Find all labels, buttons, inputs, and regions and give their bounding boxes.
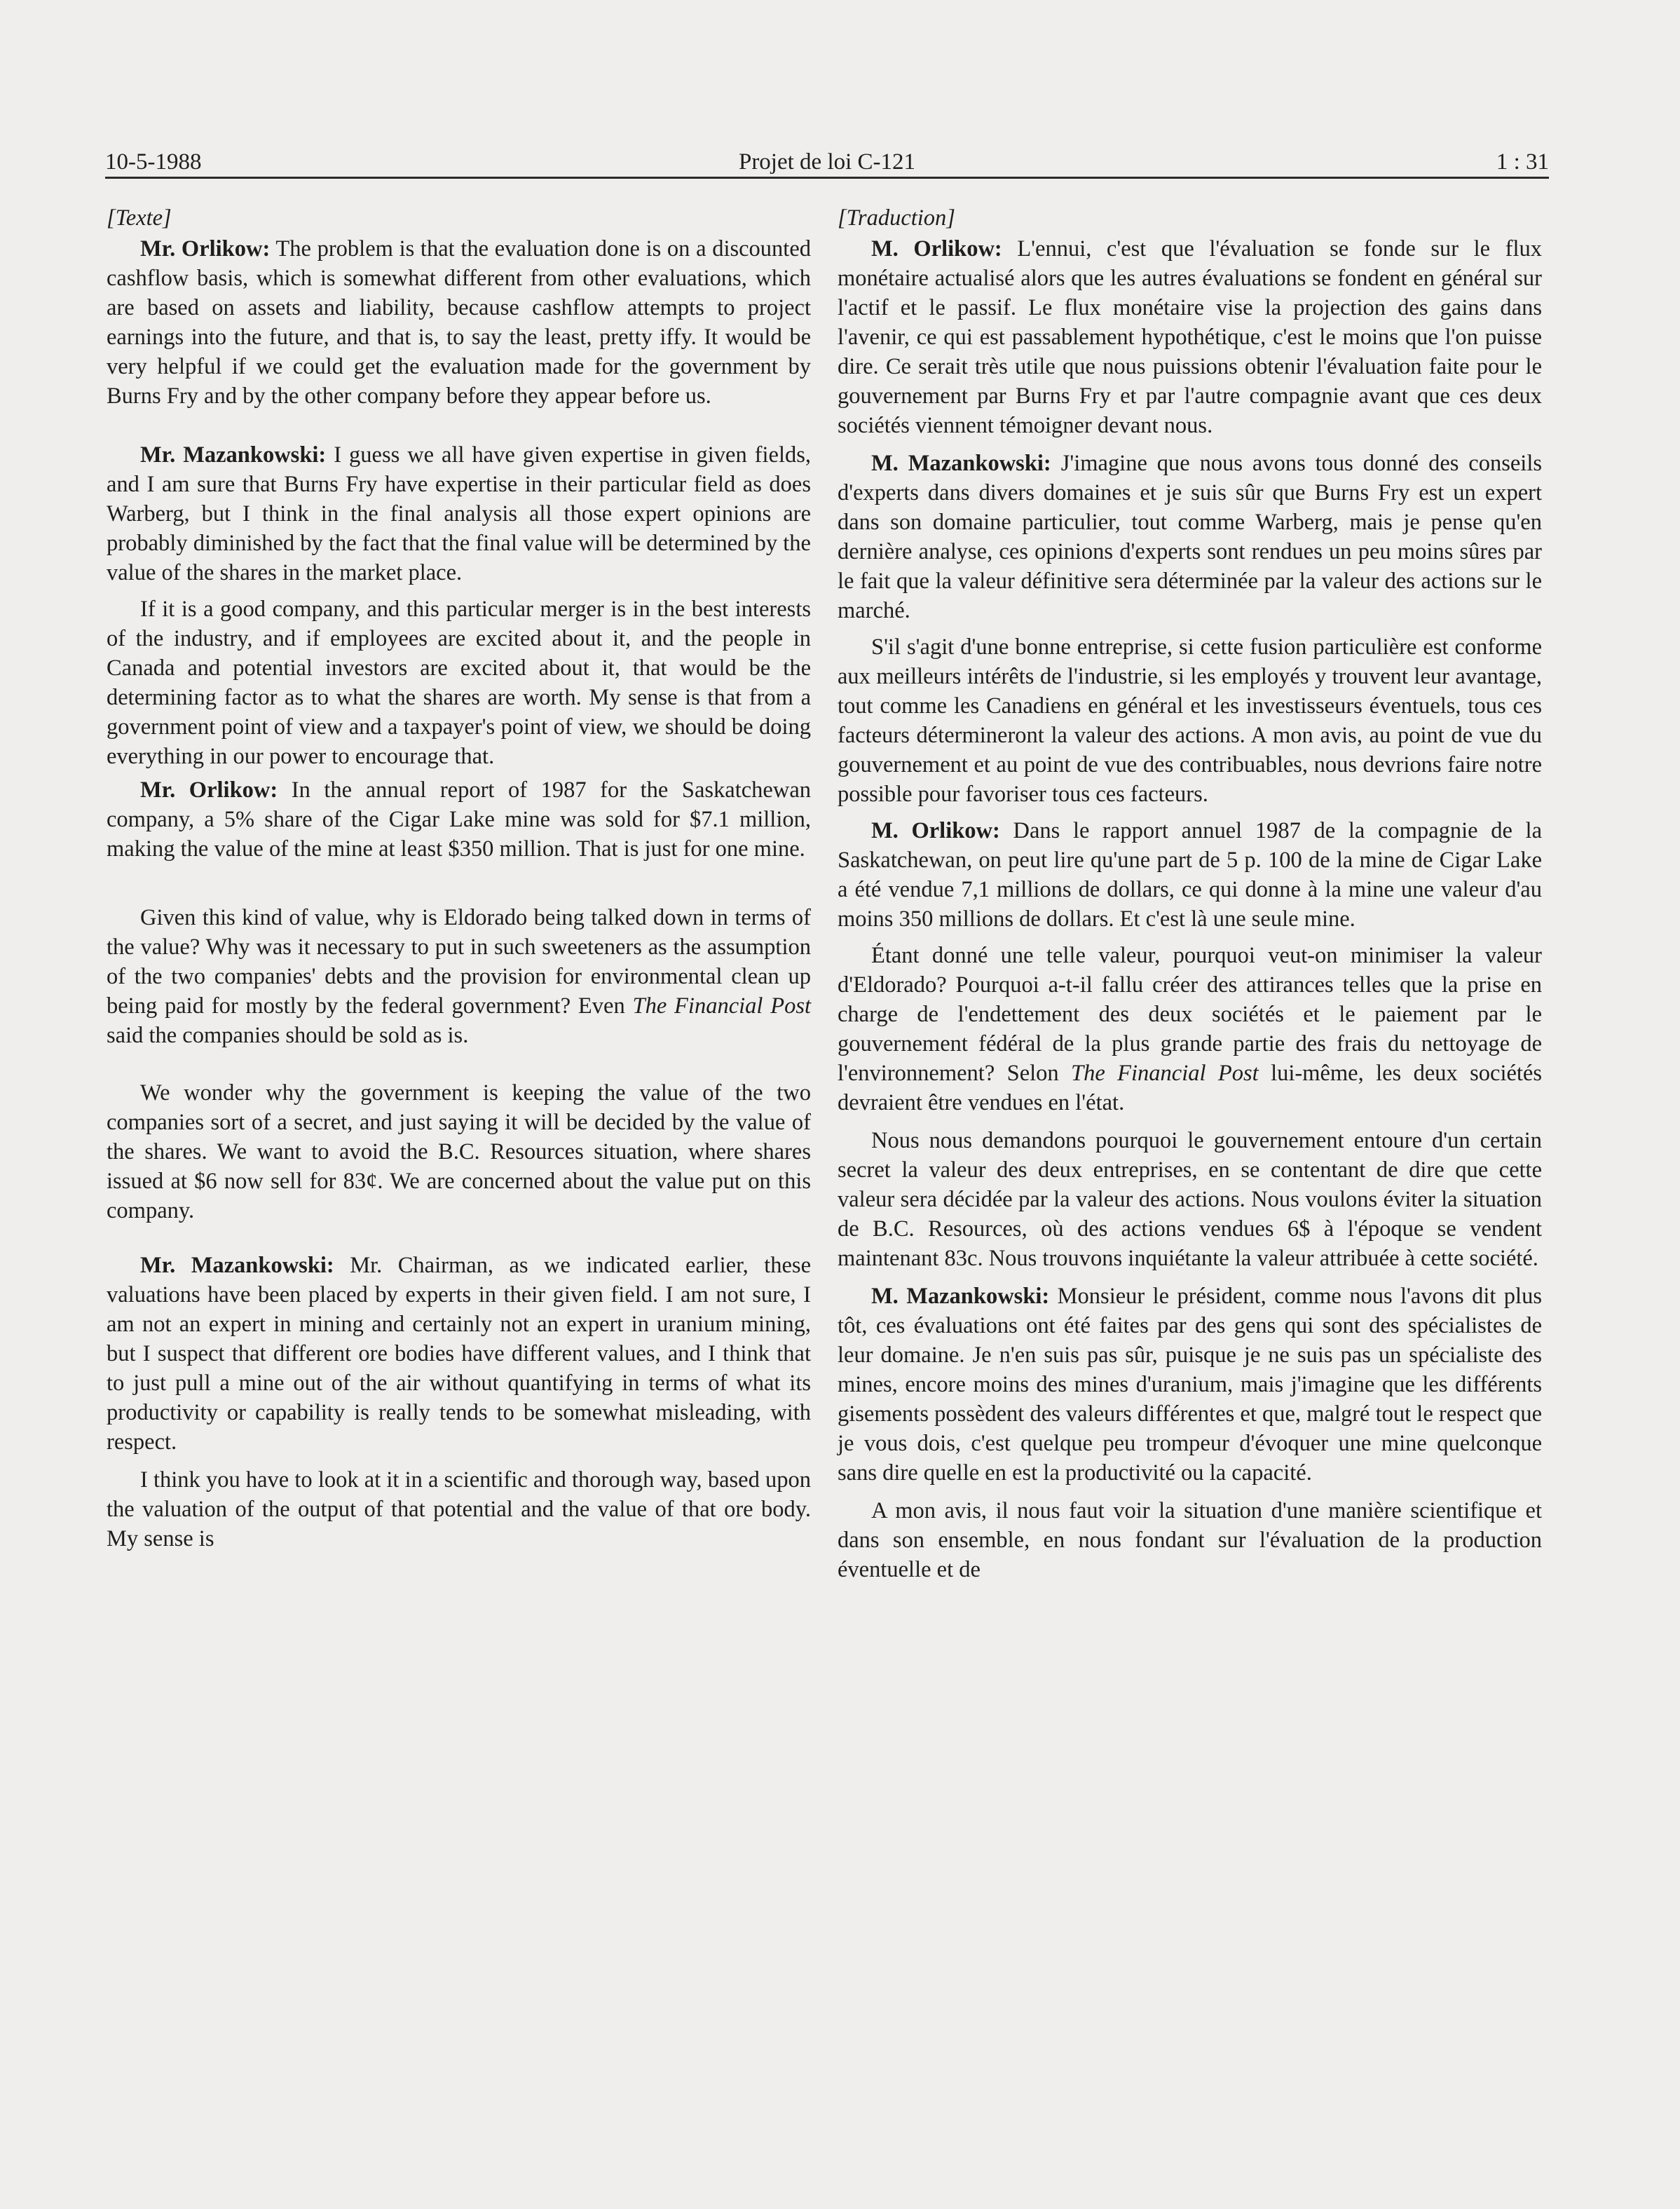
paragraph [107,903,811,1050]
header-page-number: 1 : 31 [1496,149,1549,175]
paragraph [107,1251,811,1457]
paragraph [107,234,811,411]
paragraph: If it is a good company, and this particular merger is in the best interests of the industry, and if employees are excited about it, and the people in Canada and potential investors are excited about it, that would be the determining factor as to what the shares are worth. My sense is that from a government point of view and a taxpayer's point of view, we should be doing everything in our power to encourage that. [107,597,811,769]
paragraph [838,449,1542,625]
paragraph [107,440,811,587]
paragraph-text: Given this kind of value, why is Eldorado being talked down in terms of the value? Why was it necessary to put in such sweeteners as the assumption of the two companies' debts and the provision for environmental clean up being paid for mostly by the federal government? Even [107,905,811,1019]
header-rule [105,177,1549,179]
publication-title: The Financial Post [632,993,811,1019]
paragraph-text: J'imagine que nous avons tous donné des conseils d'experts dans divers domaines et je suis sûr que Burns Fry est un expert dans son domaine particulier, tout comme Warberg, mais je pense qu'en dernière analyse, ces opinions d'experts sont rendues un peu moins sûres par le fait que la valeur définitive sera déterminée par la valeur des actions sur le marché. [838,451,1543,623]
paragraph [838,1282,1542,1488]
paragraph-text: Mr. Chairman, as we indicated earlier, these valuations have been placed by experts in their given field. I am not sure, I am not an expert in mining and certainly not an expert in uranium mining, but I suspect that different ore bodies have different values, and I think that to just pull a mine out of the air without quantifying in terms of what its productivity or capability is really tends to be somewhat misleading, with respect. [107,1253,811,1455]
paragraph: We wonder why the government is keeping the value of the two companies sort of a secret, and just saying it will be decided by the value of the shares. We want to avoid the B.C. Resources situation, where shares issued at $6 now sell for 83¢. We are concerned about the value put on this company. [107,1080,811,1223]
english-column [107,203,811,1554]
paragraph [838,234,1542,440]
french-column [838,203,1542,1584]
paragraph [107,775,811,864]
paragraph: S'il s'agit d'une bonne entreprise, si cette fusion particulière est conforme aux meilleurs intérêts de l'industrie, si les employés y trouvent leur avantage, tout comme les Canadiens en général et les investisseurs éventuels, tous ces facteurs détermineront la valeur des actions. A mon avis, au point de vue du gouvernement et au point de vue des contribuables, nous devrions faire notre possible pour favoriser tous ces facteurs. [838,634,1542,807]
publication-title: The Financial Post [1071,1061,1259,1086]
column-label: [Texte] [107,205,172,231]
speaker-name: Mr. Orlikow: [140,236,271,261]
paragraph-text: lui-même, les deux sociétés devraient être vendues en l'état. [838,1061,1543,1115]
paragraph: Nous nous demandons pourquoi le gouvernement entoure d'un certain secret la valeur des deux entreprises, en se contentant de dire que cette valeur sera décidée par la valeur des actions. Nous voulons éviter la situation de B.C. Resources, où des actions vendues 6$ à l'époque se vendent maintenant 83c. Nous trouvons inquiétante la valeur attribuée à cette société. [838,1128,1542,1271]
paragraph: I think you have to look at it in a scientific and thorough way, based upon the valuation of the output of that potential and the value of that ore body. My sense is [107,1467,811,1551]
speaker-name: Mr. Mazankowski: [140,1253,334,1278]
speaker-name: Mr. Orlikow: [140,777,278,803]
paragraph-text: Dans le rapport annuel 1987 de la compagnie de la Saskatchewan, on peut lire qu'une part de 5 p. 100 de la mine de Cigar Lake a été vendue 7,1 millions de dollars, ce qui donne à la mine une valeur d'au moins 350 millions de dollars. Et c'est là une seule mine. [838,818,1543,932]
paragraph-text: L'ennui, c'est que l'évaluation se fonde sur le flux monétaire actualisé alors que les autres évaluations se fondent en général sur l'actif et le passif. Le flux monétaire vise la projection des gains dans l'avenir, ce qui est passablement hypothétique, c'est le moins que l'on puisse dire. Ce serait très utile que nous puissions obtenir l'évaluation faite pour le gouvernement par Burns Fry et par l'autre compagnie avant que ces deux sociétés viennent témoigner devant nous. [838,236,1542,438]
header-date: 10-5-1988 [105,149,202,175]
paragraph-text: said the companies should be sold as is. [107,1023,469,1048]
paragraph-text: The problem is that the evaluation done is on a discounted cashflow basis, which is somewhat different from other evaluations, which are based on assets and liability, because cashflow attempts to project earnings into the future, and that is, to say the least, pretty iffy. It would be very helpful if we could get the evaluation made for the government by Burns Fry and by the other company before they appear before us. [107,236,811,409]
page-header [105,144,1549,180]
paragraph-text: I guess we all have given expertise in given fields, and I am sure that Burns Fry have expertise in their particular field as does Warberg, but I think in the final analysis all those expert opinions are probably diminished by the fact that the final value will be determined by the value of the shares in the market place. [107,442,811,585]
paragraph-text: Monsieur le président, comme nous l'avons dit plus tôt, ces évaluations ont été faites par des gens qui sont des spécialistes de leur domaine. Je n'en suis pas sûr, puisque je ne suis pas un spécialiste des mines, encore moins des mines d'uranium, mais j'imagine que les différents gisements possèdent des valeurs différentes et que, malgré tout le respect que je vous dois, c'est quelque peu trompeur d'évoquer une mine quelconque sans dire quelle en est la productivité ou la capacité. [838,1284,1542,1486]
paragraph [838,941,1542,1117]
column-label: [Traduction] [838,205,955,231]
paragraph: A mon avis, il nous faut voir la situation d'une manière scientifique et dans son ensemble, en nous fondant sur l'évaluation de la production éventuelle et de [838,1498,1542,1582]
speaker-name: Mr. Mazankowski: [140,442,327,468]
speaker-name: M. Mazankowski: [871,451,1051,476]
speaker-name: M. Orlikow: [871,236,1002,261]
header-title: Projet de loi C-121 [738,149,916,175]
paragraph-text: Étant donné une telle valeur, pourquoi veut-on minimiser la valeur d'Eldorado? Pourquoi a-t-il fallu créer des attirances telles que la prise en charge de l'endettement des deux sociétés et le paiement par le gouvernement fédéral de la plus grande partie des frais du nettoyage de l'environnement? Selon [838,943,1542,1086]
paragraph [838,816,1542,934]
speaker-name: M. Mazankowski: [871,1284,1050,1309]
speaker-name: M. Orlikow: [871,818,1000,843]
paragraph-text: In the annual report of 1987 for the Saskatchewan company, a 5% share of the Cigar Lake mine was sold for $7.1 million, making the value of the mine at least $350 million. That is just for one mine. [107,777,812,862]
